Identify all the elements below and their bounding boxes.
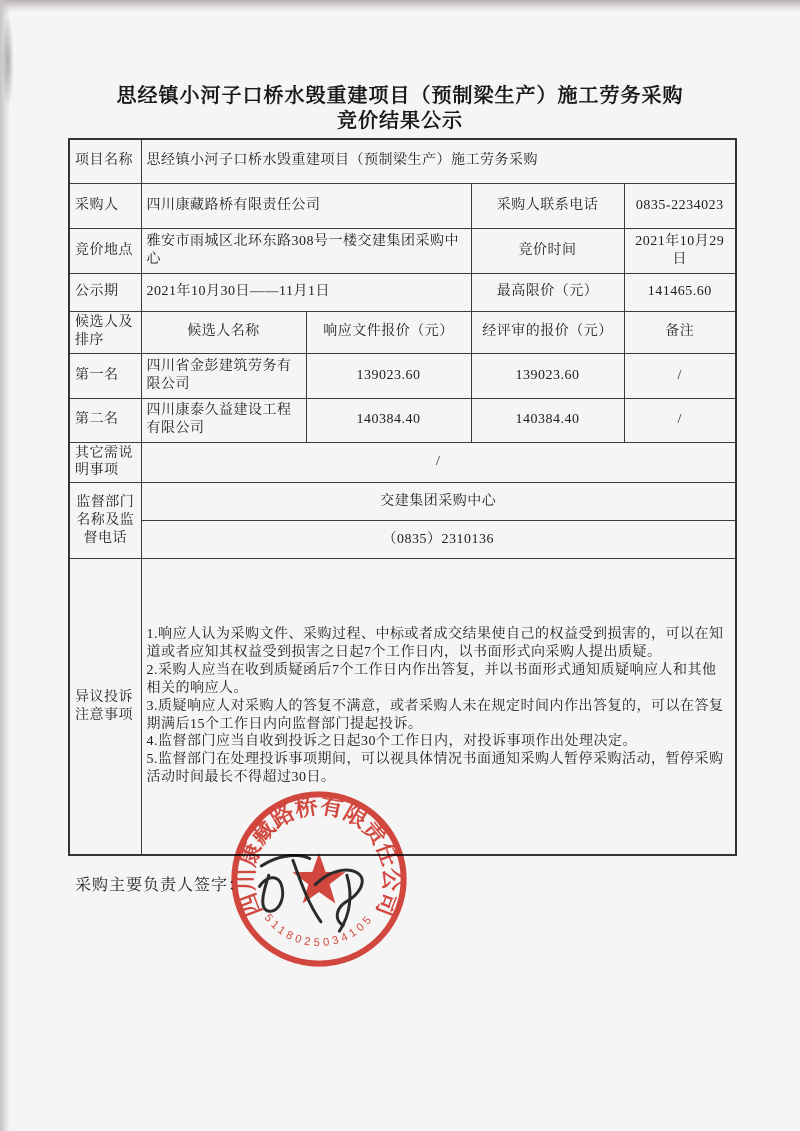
candidate-1-remark: /: [624, 353, 736, 398]
candidate-2-reviewed-price: 140384.40: [471, 398, 624, 442]
bidding-time-label: 竞价时间: [471, 228, 624, 273]
row-bidding-place: [69, 228, 736, 273]
other-notes-label: 其它需说明事项: [69, 442, 141, 483]
supervision-dept-value: 交建集团采购中心: [141, 483, 736, 521]
row-other-notes: [69, 442, 736, 483]
project-name-value: 思经镇小河子口桥水毁重建项目（预制梁生产）施工劳务采购: [141, 139, 736, 183]
objection-item-5: 5.监督部门在处理投诉事项期间，可以视具体情况书面通知采购人暂停采购活动，暂停采购活动时间最长不得超过30日。: [146, 752, 724, 786]
max-price-label: 最高限价（元）: [471, 273, 624, 311]
publicity-period-value: 2021年10月30日——11月1日: [141, 273, 471, 311]
other-notes-value: /: [141, 442, 736, 483]
objection-item-2: 2.采购人应当在收到质疑函后7个工作日内作出答复，并以书面形式通知质疑响应人和其他相关的响应人。: [146, 662, 717, 696]
seal-company-text: 四川康藏路桥有限责任公司: [233, 793, 405, 920]
purchaser-label: 采购人: [69, 183, 141, 228]
row-purchaser: [69, 183, 736, 228]
seal-code-text: 5118025034105: [261, 911, 377, 950]
supervision-phone-value: （0835）2310136: [141, 521, 736, 559]
row-supervision-name: [69, 483, 736, 521]
candidate-2-name: 四川康泰久益建设工程有限公司: [141, 398, 306, 442]
document-title-line2: 竞价结果公示: [337, 110, 463, 132]
max-price-value: 141465.60: [624, 273, 736, 311]
purchaser-value: 四川康藏路桥有限责任公司: [141, 183, 471, 228]
signature-label: 采购主要负责人签字：: [75, 877, 246, 894]
table-row-candidate-1: [69, 353, 736, 398]
scan-shadow-top: [0, 0, 800, 12]
table-row-candidate-2: [69, 398, 736, 442]
candidate-name-header: 候选人名称: [141, 311, 306, 353]
scan-shadow-left: [0, 0, 10, 1131]
bidding-place-label: 竞价地点: [69, 228, 141, 273]
publicity-period-label: 公示期: [69, 273, 141, 311]
row-publicity-period: [69, 273, 736, 311]
candidate-1-reviewed-price: 139023.60: [471, 353, 624, 398]
row-project-name: [69, 139, 736, 183]
project-name-label: 项目名称: [69, 139, 141, 183]
remark-header: 备注: [624, 311, 736, 353]
objection-notice-label: 异议投诉注意事项: [69, 559, 141, 855]
candidate-2-rank: 第二名: [69, 398, 141, 442]
bidding-place-value: 雅安市雨城区北环东路308号一楼交建集团采购中心: [141, 228, 471, 273]
candidate-1-name: 四川省金彭建筑劳务有限公司: [141, 353, 306, 398]
supervision-label: 监督部门名称及监督电话: [69, 483, 141, 559]
bidding-time-value: 2021年10月29日: [624, 228, 736, 273]
document-title: [0, 84, 800, 134]
objection-item-3: 3.质疑响应人对采购人的答复不满意，或者采购人未在规定时间内作出答复的，可以在答复期满后15个工作日内向监督部门提起投诉。: [146, 698, 724, 732]
reviewed-price-header: 经评审的报价（元）: [471, 311, 624, 353]
doc-price-header: 响应文件报价（元）: [306, 311, 471, 353]
candidates-rank-header: 候选人及排序: [69, 311, 141, 353]
candidate-1-doc-price: 139023.60: [306, 353, 471, 398]
candidate-1-rank: 第一名: [69, 353, 141, 398]
objection-item-1: 1.响应人认为采购文件、采购过程、中标或者成交结果使自己的权益受到损害的，可以在知道或者应知其权益受到损害之日起7个工作日内，以书面形式向采购人提出质疑。: [146, 626, 724, 660]
candidate-2-doc-price: 140384.40: [306, 398, 471, 442]
document-title-line1: 思经镇小河子口桥水毁重建项目（预制梁生产）施工劳务采购: [116, 85, 684, 107]
purchaser-phone-value: 0835-2234023: [624, 183, 736, 228]
row-supervision-phone: [69, 521, 736, 559]
purchaser-phone-label: 采购人联系电话: [471, 183, 624, 228]
result-table: [68, 138, 737, 856]
official-seal: [226, 786, 412, 972]
candidate-2-remark: /: [624, 398, 736, 442]
objection-item-4: 4.监督部门应当自收到投诉之日起30个工作日内，对投诉事项作出处理决定。: [146, 734, 637, 750]
row-candidates-header: [69, 311, 736, 353]
